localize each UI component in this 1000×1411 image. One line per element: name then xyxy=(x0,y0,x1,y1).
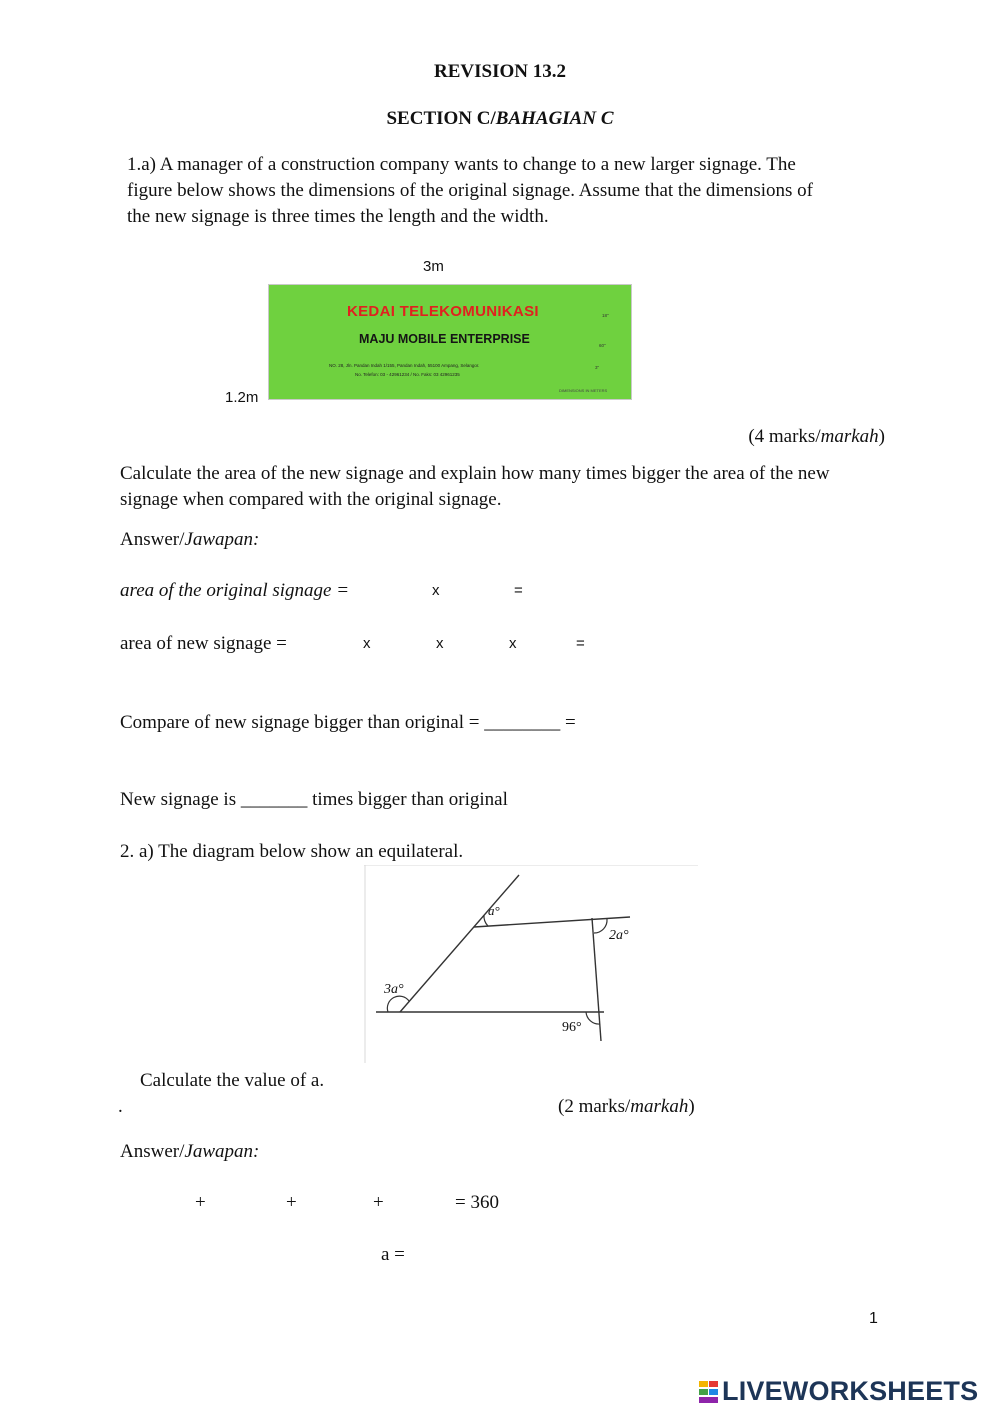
angle-arc-3a xyxy=(387,996,409,1012)
plus-symbol: + xyxy=(286,1192,297,1213)
section-heading: SECTION C/BAHAGIAN C xyxy=(386,108,614,129)
signage-footer: DIMENSIONS IN METERS xyxy=(559,388,608,393)
signage-mark: 3" xyxy=(595,365,600,370)
q1-question xyxy=(120,461,830,513)
quadrilateral-diagram xyxy=(364,865,698,1063)
q2-answer-label: Answer/Jawapan: xyxy=(120,1141,260,1162)
times-symbol: x xyxy=(363,635,371,652)
signage-subtitle: MAJU MOBILE ENTERPRISE xyxy=(359,332,530,346)
q2-marks: (2 marks/markah) xyxy=(558,1096,695,1117)
equation-total: = 360 xyxy=(455,1192,499,1213)
angle-arc-96 xyxy=(586,1012,600,1024)
area-new-label: area of new signage = xyxy=(120,633,287,654)
q1-marks: (4 marks/markah) xyxy=(748,426,885,447)
width-label: 3m xyxy=(423,258,444,275)
times-bigger-line: New signage is _______ times bigger than original xyxy=(120,789,508,810)
plus-symbol: + xyxy=(373,1192,384,1213)
liveworksheets-logo-icon xyxy=(698,1380,720,1404)
angle-label-2a: 2a° xyxy=(609,928,629,943)
signage-image xyxy=(268,284,632,400)
page-number: 1 xyxy=(869,1310,878,1327)
q1-question-line: Calculate the area of the new signage and explain how many times bigger the area of the new xyxy=(120,463,830,484)
liveworksheets-brand[interactable]: LIVEWORKSHEETS xyxy=(722,1376,979,1406)
page-title: REVISION 13.2 xyxy=(434,61,566,82)
angle-label-a: a° xyxy=(488,903,500,918)
plus-symbol: + xyxy=(195,1192,206,1213)
q1-answer-label: Answer/Jawapan: xyxy=(120,529,260,550)
q2-dot: . xyxy=(118,1096,123,1117)
angle-arc-2a xyxy=(594,919,607,933)
q1-question-line: signage when compared with the original signage. xyxy=(120,489,502,510)
times-symbol: x xyxy=(436,635,444,652)
times-symbol: x xyxy=(432,582,440,599)
times-symbol: x xyxy=(509,635,517,652)
diagram-svg xyxy=(364,865,698,1063)
q1-intro-line: the new signage is three times the length and the width. xyxy=(127,206,549,227)
signage-mark: 18" xyxy=(602,313,609,318)
q1-intro-line: 1.a) A manager of a construction company wants to change to a new larger signage. The xyxy=(127,154,796,175)
q1-intro xyxy=(127,152,813,230)
signage-mark: 60" xyxy=(599,343,606,348)
a-equals: a = xyxy=(381,1244,405,1265)
signage-address: NO. 28, Jln. Pandan Indah 1/155, Pandan Indah, 55100 Ampang, Selangor. xyxy=(329,363,480,368)
q1-intro-line: figure below shows the dimensions of the original signage. Assume that the dimensions of xyxy=(127,180,814,201)
signage-title: KEDAI TELEKOMUNIKASI xyxy=(347,303,539,320)
q2-intro: 2. a) The diagram below show an equilateral. xyxy=(120,841,464,862)
angle-label-3a: 3a° xyxy=(384,982,404,997)
left-slant-line xyxy=(400,875,519,1012)
compare-line: Compare of new signage bigger than original = ________ = xyxy=(120,712,576,733)
q2-question: Calculate the value of a. xyxy=(140,1070,325,1091)
equals-symbol: = xyxy=(576,635,585,652)
angle-label-96: 96° xyxy=(562,1020,582,1035)
area-original-label: area of the original signage = xyxy=(120,580,350,601)
signage-phone: No. Telefon: 03 - 42961234 / No. Faks: 03 42961235 xyxy=(355,372,460,377)
equals-symbol: = xyxy=(514,582,523,599)
height-label: 1.2m xyxy=(225,389,259,406)
